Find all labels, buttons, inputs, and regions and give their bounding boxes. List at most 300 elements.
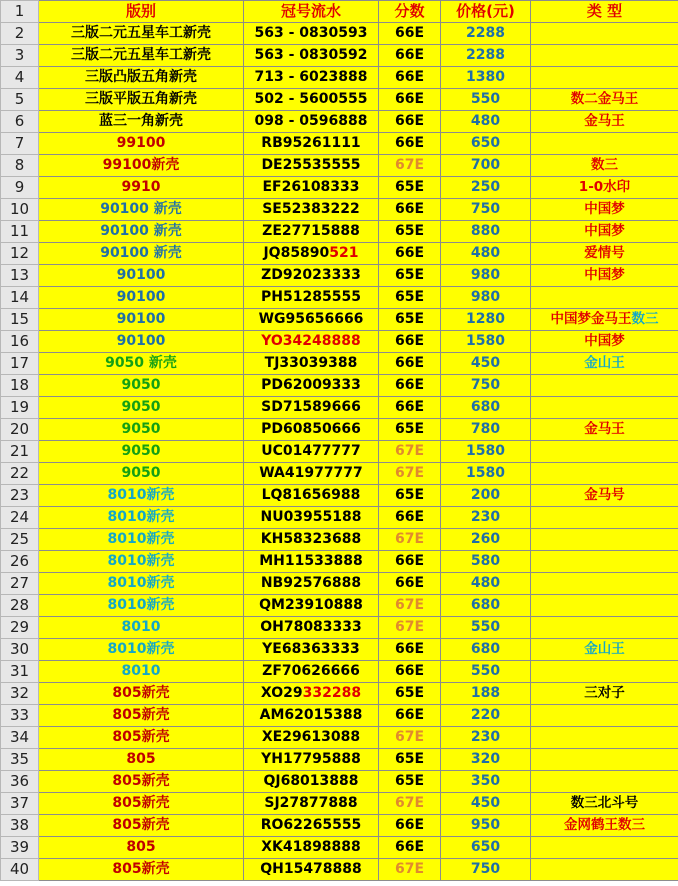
score-cell[interactable]: 67E	[379, 155, 441, 177]
type-cell[interactable]	[531, 573, 678, 595]
type-cell[interactable]	[531, 441, 678, 463]
score-cell[interactable]: 66E	[379, 815, 441, 837]
serial-cell[interactable]	[244, 23, 379, 45]
row-number-cell[interactable]: 26	[1, 551, 39, 573]
version-cell[interactable]: 99100	[39, 133, 244, 155]
text-segment: 爱情号	[584, 245, 625, 261]
version-cell[interactable]: 90100	[39, 309, 244, 331]
table-row	[1, 595, 678, 617]
row-number-cell[interactable]: 12	[1, 243, 39, 265]
text-segment: 数三北斗号	[570, 795, 639, 811]
serial-cell[interactable]	[244, 463, 379, 485]
row-number-cell[interactable]: 30	[1, 639, 39, 661]
row-number-cell[interactable]: 40	[1, 859, 39, 881]
type-cell[interactable]	[531, 859, 678, 881]
version-cell[interactable]: 9050	[39, 419, 244, 441]
type-cell[interactable]	[531, 23, 678, 45]
price-cell[interactable]: 700	[441, 155, 531, 177]
serial-cell[interactable]	[244, 595, 379, 617]
price-cell[interactable]: 1380	[441, 67, 531, 89]
price-cell[interactable]: 550	[441, 661, 531, 683]
price-cell[interactable]: 650	[441, 133, 531, 155]
row-number-cell[interactable]: 36	[1, 771, 39, 793]
version-cell[interactable]: 9050 新壳	[39, 353, 244, 375]
score-cell[interactable]: 66E	[379, 243, 441, 265]
type-cell[interactable]	[531, 661, 678, 683]
row-number-cell[interactable]: 21	[1, 441, 39, 463]
version-cell[interactable]: 805新壳	[39, 705, 244, 727]
text-segment: SE52383222	[262, 201, 360, 217]
score-cell[interactable]: 66E	[379, 23, 441, 45]
price-cell[interactable]: 2288	[441, 23, 531, 45]
text-segment: PD60850666	[261, 421, 361, 437]
price-cell[interactable]: 550	[441, 617, 531, 639]
table-row	[1, 441, 678, 463]
row-number-cell[interactable]: 4	[1, 67, 39, 89]
version-cell[interactable]: 90100 新壳	[39, 243, 244, 265]
text-segment: EF26108333	[262, 179, 360, 195]
score-cell[interactable]: 65E	[379, 749, 441, 771]
version-cell[interactable]: 99100新壳	[39, 155, 244, 177]
version-cell[interactable]: 90100 新壳	[39, 221, 244, 243]
serial-cell[interactable]	[244, 485, 379, 507]
score-cell[interactable]: 66E	[379, 111, 441, 133]
text-segment: 098 - 0596888	[254, 113, 368, 129]
score-cell[interactable]: 65E	[379, 287, 441, 309]
text-segment: SJ27877888	[264, 795, 358, 811]
version-cell[interactable]: 三版平版五角新壳	[39, 89, 244, 111]
serial-cell[interactable]	[244, 397, 379, 419]
text-segment: 金网鹤王数三	[564, 817, 645, 833]
score-cell[interactable]: 67E	[379, 529, 441, 551]
score-cell[interactable]: 66E	[379, 67, 441, 89]
price-cell[interactable]: 480	[441, 573, 531, 595]
price-cell[interactable]: 1280	[441, 309, 531, 331]
version-cell[interactable]: 8010新壳	[39, 639, 244, 661]
table-row	[1, 67, 678, 89]
header-score-cell[interactable]: 分数	[379, 1, 441, 23]
serial-cell[interactable]	[244, 573, 379, 595]
version-cell[interactable]: 9050	[39, 375, 244, 397]
price-cell[interactable]: 350	[441, 771, 531, 793]
price-cell[interactable]: 450	[441, 353, 531, 375]
price-cell[interactable]: 980	[441, 287, 531, 309]
serial-cell[interactable]	[244, 309, 379, 331]
type-cell[interactable]	[531, 683, 678, 705]
text-segment: WA41977777	[259, 465, 363, 481]
price-cell[interactable]: 1580	[441, 331, 531, 353]
table-row	[1, 463, 678, 485]
table-row	[1, 111, 678, 133]
price-cell[interactable]: 680	[441, 639, 531, 661]
row-number-cell[interactable]: 20	[1, 419, 39, 441]
header-price-cell[interactable]: 价格(元)	[441, 1, 531, 23]
version-cell[interactable]: 8010新壳	[39, 485, 244, 507]
table-row	[1, 177, 678, 199]
score-cell[interactable]: 66E	[379, 705, 441, 727]
table-row	[1, 199, 678, 221]
table-row	[1, 243, 678, 265]
price-cell[interactable]: 200	[441, 485, 531, 507]
price-cell[interactable]: 450	[441, 793, 531, 815]
header-type-cell[interactable]: 类 型	[531, 1, 678, 23]
version-cell[interactable]: 8010新壳	[39, 573, 244, 595]
serial-cell[interactable]	[244, 507, 379, 529]
serial-cell[interactable]	[244, 375, 379, 397]
type-cell[interactable]	[531, 529, 678, 551]
score-cell[interactable]: 65E	[379, 265, 441, 287]
table-row	[1, 419, 678, 441]
price-cell[interactable]: 950	[441, 815, 531, 837]
row-number-cell[interactable]: 39	[1, 837, 39, 859]
text-segment: ZF70626666	[262, 663, 360, 679]
table-row	[1, 639, 678, 661]
version-cell[interactable]: 805	[39, 749, 244, 771]
serial-cell[interactable]	[244, 133, 379, 155]
serial-cell[interactable]	[244, 89, 379, 111]
version-cell[interactable]: 805新壳	[39, 727, 244, 749]
score-cell[interactable]: 66E	[379, 639, 441, 661]
type-cell[interactable]	[531, 727, 678, 749]
price-cell[interactable]: 750	[441, 375, 531, 397]
serial-cell[interactable]	[244, 859, 379, 881]
serial-cell[interactable]	[244, 111, 379, 133]
score-cell[interactable]: 66E	[379, 45, 441, 67]
price-cell[interactable]: 1580	[441, 463, 531, 485]
text-segment: 中国梦	[584, 223, 625, 239]
version-cell[interactable]: 9050	[39, 463, 244, 485]
row-number-cell[interactable]: 25	[1, 529, 39, 551]
serial-cell[interactable]	[244, 221, 379, 243]
row-number-cell[interactable]: 10	[1, 199, 39, 221]
score-cell[interactable]: 66E	[379, 353, 441, 375]
row-number-cell[interactable]: 8	[1, 155, 39, 177]
text-segment: LQ81656988	[261, 487, 361, 503]
row-number-cell[interactable]: 9	[1, 177, 39, 199]
row-number-cell[interactable]: 24	[1, 507, 39, 529]
row-number-cell[interactable]: 38	[1, 815, 39, 837]
row-number-cell[interactable]: 35	[1, 749, 39, 771]
type-cell[interactable]	[531, 749, 678, 771]
score-cell[interactable]: 65E	[379, 683, 441, 705]
type-cell[interactable]	[531, 793, 678, 815]
row-number-cell[interactable]: 18	[1, 375, 39, 397]
type-cell[interactable]	[531, 463, 678, 485]
serial-cell[interactable]	[244, 353, 379, 375]
type-cell[interactable]	[531, 309, 678, 331]
text-segment: 521	[329, 245, 359, 261]
version-cell[interactable]: 9050	[39, 441, 244, 463]
text-segment: NU03955188	[260, 509, 362, 525]
score-cell[interactable]: 65E	[379, 221, 441, 243]
price-cell[interactable]: 250	[441, 177, 531, 199]
price-cell[interactable]: 650	[441, 837, 531, 859]
type-cell[interactable]	[531, 221, 678, 243]
version-cell[interactable]: 90100	[39, 287, 244, 309]
version-cell[interactable]: 8010	[39, 617, 244, 639]
type-cell[interactable]	[531, 243, 678, 265]
serial-cell[interactable]	[244, 793, 379, 815]
serial-cell[interactable]	[244, 177, 379, 199]
version-cell[interactable]: 三版凸版五角新壳	[39, 67, 244, 89]
table-row	[1, 749, 678, 771]
score-cell[interactable]: 65E	[379, 771, 441, 793]
score-cell[interactable]: 65E	[379, 177, 441, 199]
table-row	[1, 309, 678, 331]
price-cell[interactable]: 480	[441, 243, 531, 265]
text-segment: 563 - 0830592	[254, 47, 368, 63]
score-cell[interactable]: 66E	[379, 837, 441, 859]
price-cell[interactable]: 550	[441, 89, 531, 111]
table-row	[1, 705, 678, 727]
price-cell[interactable]: 230	[441, 727, 531, 749]
version-cell[interactable]: 8010新壳	[39, 551, 244, 573]
row-number-cell[interactable]: 11	[1, 221, 39, 243]
serial-cell[interactable]	[244, 199, 379, 221]
text-segment: XO29	[260, 685, 303, 701]
serial-cell[interactable]	[244, 639, 379, 661]
table-row	[1, 617, 678, 639]
price-cell[interactable]: 320	[441, 749, 531, 771]
serial-cell[interactable]	[244, 749, 379, 771]
serial-cell[interactable]	[244, 683, 379, 705]
price-cell[interactable]: 580	[441, 551, 531, 573]
type-cell[interactable]	[531, 331, 678, 353]
type-cell[interactable]	[531, 111, 678, 133]
row-number-cell[interactable]: 5	[1, 89, 39, 111]
serial-cell[interactable]	[244, 617, 379, 639]
type-cell[interactable]	[531, 507, 678, 529]
score-cell[interactable]: 66E	[379, 199, 441, 221]
text-segment: 金马王	[584, 113, 625, 129]
price-cell[interactable]: 880	[441, 221, 531, 243]
table-row	[1, 529, 678, 551]
version-cell[interactable]: 805新壳	[39, 815, 244, 837]
score-cell[interactable]: 65E	[379, 485, 441, 507]
text-segment: RB95261111	[261, 135, 361, 151]
score-cell[interactable]: 67E	[379, 859, 441, 881]
type-cell[interactable]	[531, 639, 678, 661]
score-cell[interactable]: 66E	[379, 375, 441, 397]
row-number-cell[interactable]: 15	[1, 309, 39, 331]
version-cell[interactable]: 9050	[39, 397, 244, 419]
text-segment: QJ68013888	[263, 773, 359, 789]
type-cell[interactable]	[531, 617, 678, 639]
row-number-cell[interactable]: 3	[1, 45, 39, 67]
table-row	[1, 265, 678, 287]
table-row	[1, 727, 678, 749]
type-cell[interactable]	[531, 771, 678, 793]
serial-cell[interactable]	[244, 155, 379, 177]
table-row	[1, 287, 678, 309]
header-serial-cell[interactable]: 冠号流水	[244, 1, 379, 23]
version-cell[interactable]: 805新壳	[39, 793, 244, 815]
type-cell[interactable]	[531, 815, 678, 837]
table-row	[1, 89, 678, 111]
type-cell[interactable]	[531, 837, 678, 859]
version-cell[interactable]: 805新壳	[39, 859, 244, 881]
table-row	[1, 551, 678, 573]
row-number-cell[interactable]: 28	[1, 595, 39, 617]
score-cell[interactable]: 67E	[379, 441, 441, 463]
version-cell[interactable]: 8010新壳	[39, 507, 244, 529]
text-segment: YH17795888	[261, 751, 361, 767]
text-segment: 金马王	[584, 421, 625, 437]
serial-cell[interactable]	[244, 815, 379, 837]
row-number-cell[interactable]: 2	[1, 23, 39, 45]
type-cell[interactable]	[531, 199, 678, 221]
serial-cell[interactable]	[244, 419, 379, 441]
price-cell[interactable]: 230	[441, 507, 531, 529]
row-number-cell[interactable]: 34	[1, 727, 39, 749]
price-cell[interactable]: 2288	[441, 45, 531, 67]
price-cell[interactable]: 480	[441, 111, 531, 133]
version-cell[interactable]: 9910	[39, 177, 244, 199]
text-segment: PD62009333	[261, 377, 361, 393]
row-number-cell[interactable]: 37	[1, 793, 39, 815]
text-segment: 502 - 5600555	[254, 91, 368, 107]
score-cell[interactable]: 67E	[379, 463, 441, 485]
type-cell[interactable]	[531, 705, 678, 727]
score-cell[interactable]: 67E	[379, 617, 441, 639]
score-cell[interactable]: 67E	[379, 595, 441, 617]
row-number-cell[interactable]: 31	[1, 661, 39, 683]
version-cell[interactable]: 90100 新壳	[39, 199, 244, 221]
serial-cell[interactable]	[244, 243, 379, 265]
serial-cell[interactable]	[244, 441, 379, 463]
row-number-cell[interactable]: 33	[1, 705, 39, 727]
score-cell[interactable]: 66E	[379, 89, 441, 111]
header-version-cell[interactable]: 版别	[39, 1, 244, 23]
row-number-cell[interactable]: 32	[1, 683, 39, 705]
text-segment: 1-0水印	[578, 179, 631, 195]
price-cell[interactable]: 680	[441, 397, 531, 419]
version-cell[interactable]: 8010新壳	[39, 529, 244, 551]
version-cell[interactable]: 三版二元五星车工新壳	[39, 45, 244, 67]
serial-cell[interactable]	[244, 529, 379, 551]
type-cell[interactable]	[531, 177, 678, 199]
version-cell[interactable]: 三版二元五星车工新壳	[39, 23, 244, 45]
price-cell[interactable]: 680	[441, 595, 531, 617]
table-row	[1, 133, 678, 155]
serial-cell[interactable]	[244, 837, 379, 859]
type-cell[interactable]	[531, 155, 678, 177]
version-cell[interactable]: 805	[39, 837, 244, 859]
serial-cell[interactable]	[244, 265, 379, 287]
score-cell[interactable]: 65E	[379, 309, 441, 331]
type-cell[interactable]	[531, 419, 678, 441]
version-cell[interactable]: 90100	[39, 331, 244, 353]
row-number-cell[interactable]: 17	[1, 353, 39, 375]
version-cell[interactable]: 8010新壳	[39, 595, 244, 617]
price-cell[interactable]: 980	[441, 265, 531, 287]
version-cell[interactable]: 8010	[39, 661, 244, 683]
type-cell[interactable]	[531, 133, 678, 155]
serial-cell[interactable]	[244, 551, 379, 573]
table-row	[1, 771, 678, 793]
score-cell[interactable]: 66E	[379, 661, 441, 683]
score-cell[interactable]: 66E	[379, 397, 441, 419]
type-cell[interactable]	[531, 67, 678, 89]
text-segment: YE68363333	[262, 641, 360, 657]
serial-cell[interactable]	[244, 67, 379, 89]
table-row	[1, 837, 678, 859]
serial-cell[interactable]	[244, 331, 379, 353]
row-number-cell[interactable]: 22	[1, 463, 39, 485]
type-cell[interactable]	[531, 287, 678, 309]
table-row	[1, 353, 678, 375]
score-cell[interactable]: 66E	[379, 331, 441, 353]
serial-cell[interactable]	[244, 661, 379, 683]
price-cell[interactable]: 750	[441, 859, 531, 881]
type-cell[interactable]	[531, 551, 678, 573]
type-cell[interactable]	[531, 375, 678, 397]
row-number-cell[interactable]: 27	[1, 573, 39, 595]
text-segment: UC01477777	[261, 443, 361, 459]
type-cell[interactable]	[531, 265, 678, 287]
version-cell[interactable]: 蓝三一角新壳	[39, 111, 244, 133]
text-segment: 数二金马王	[570, 91, 639, 107]
row-number-cell[interactable]: 7	[1, 133, 39, 155]
score-cell[interactable]: 66E	[379, 133, 441, 155]
text-segment: TJ33039388	[264, 355, 358, 371]
serial-cell[interactable]	[244, 771, 379, 793]
serial-cell[interactable]	[244, 727, 379, 749]
score-cell[interactable]: 66E	[379, 573, 441, 595]
row-number-cell[interactable]: 29	[1, 617, 39, 639]
row-number-cell[interactable]: 6	[1, 111, 39, 133]
type-cell[interactable]	[531, 353, 678, 375]
text-segment: DE25535555	[261, 157, 361, 173]
row-number-cell[interactable]: 16	[1, 331, 39, 353]
score-cell[interactable]: 66E	[379, 551, 441, 573]
score-cell[interactable]: 65E	[379, 419, 441, 441]
score-cell[interactable]: 67E	[379, 727, 441, 749]
type-cell[interactable]	[531, 45, 678, 67]
row-number-cell[interactable]: 1	[1, 1, 39, 23]
price-cell[interactable]: 1580	[441, 441, 531, 463]
price-cell[interactable]: 780	[441, 419, 531, 441]
text-segment: 563 - 0830593	[254, 25, 368, 41]
text-segment: SD71589666	[261, 399, 361, 415]
table-row	[1, 221, 678, 243]
text-segment: 金山王	[584, 641, 625, 657]
row-number-cell[interactable]: 19	[1, 397, 39, 419]
price-cell[interactable]: 750	[441, 199, 531, 221]
type-cell[interactable]	[531, 485, 678, 507]
type-cell[interactable]	[531, 595, 678, 617]
row-number-cell[interactable]: 23	[1, 485, 39, 507]
score-cell[interactable]: 66E	[379, 507, 441, 529]
row-number-cell[interactable]: 14	[1, 287, 39, 309]
table-row	[1, 683, 678, 705]
type-cell[interactable]	[531, 397, 678, 419]
version-cell[interactable]: 805新壳	[39, 683, 244, 705]
serial-cell[interactable]	[244, 705, 379, 727]
row-number-cell[interactable]: 13	[1, 265, 39, 287]
text-segment: PH51285555	[261, 289, 361, 305]
serial-cell[interactable]	[244, 287, 379, 309]
score-cell[interactable]: 67E	[379, 793, 441, 815]
version-cell[interactable]: 90100	[39, 265, 244, 287]
price-cell[interactable]: 260	[441, 529, 531, 551]
version-cell[interactable]: 805新壳	[39, 771, 244, 793]
price-cell[interactable]: 220	[441, 705, 531, 727]
text-segment: YO34248888	[261, 333, 361, 349]
serial-cell[interactable]	[244, 45, 379, 67]
price-cell[interactable]: 188	[441, 683, 531, 705]
type-cell[interactable]	[531, 89, 678, 111]
